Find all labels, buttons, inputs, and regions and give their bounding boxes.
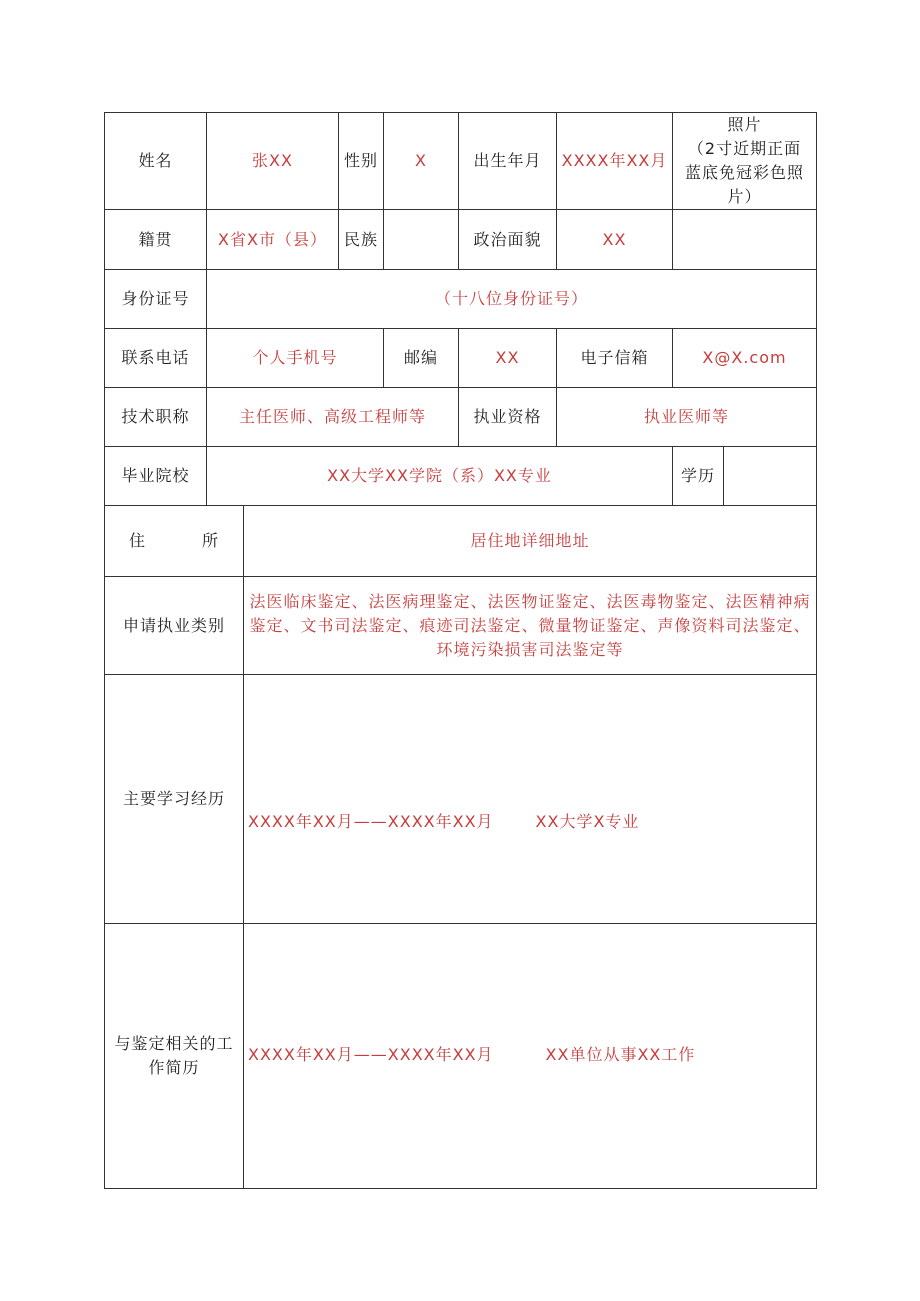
name-label: 姓名: [105, 113, 207, 210]
work-period: XXXX年XX月——XXXX年XX月: [248, 1044, 494, 1064]
work-value[interactable]: [244, 924, 817, 1189]
photo-line-3: 蓝底免冠彩色照: [685, 163, 805, 182]
school-value[interactable]: XX大学XX学院（系）XX专业: [207, 447, 673, 506]
education-period: XXXX年XX月——XXXX年XX月: [248, 811, 494, 831]
row-work: [105, 924, 817, 1189]
birth-label: 出生年月: [459, 113, 557, 210]
row-contact: [105, 329, 817, 388]
political-label: 政治面貌: [459, 210, 557, 270]
row-category: [105, 577, 817, 675]
row-school: [105, 447, 817, 506]
education-label: 主要学习经历: [105, 675, 244, 924]
origin-value[interactable]: X省X市（县）: [207, 210, 339, 270]
title-value[interactable]: 主任医师、高级工程师等: [207, 388, 459, 447]
email-value[interactable]: X@X.com: [673, 329, 817, 388]
application-form-table: [104, 112, 817, 1189]
photo-line-1: 照片: [727, 115, 762, 134]
row-title: [105, 388, 817, 447]
row-education: [105, 675, 817, 924]
title-label: 技术职称: [105, 388, 207, 447]
photo-placeholder[interactable]: [673, 113, 817, 210]
photo-line-2: （2寸近期正面: [687, 139, 802, 158]
work-desc: XX单位从事XX工作: [545, 1044, 696, 1064]
photo-line-4: 片）: [727, 187, 762, 206]
birth-value[interactable]: XXXX年XX月: [557, 113, 673, 210]
row-origin: [105, 210, 817, 270]
phone-label: 联系电话: [105, 329, 207, 388]
work-entry: [248, 1043, 812, 1067]
origin-label: 籍贯: [105, 210, 207, 270]
id-value[interactable]: （十八位身份证号）: [207, 270, 817, 329]
work-label: 与鉴定相关的工作简历: [105, 924, 244, 1189]
name-value[interactable]: 张XX: [207, 113, 339, 210]
education-desc: XX大学X专业: [535, 811, 640, 831]
degree-label: 学历: [673, 447, 724, 506]
category-label: 申请执业类别: [105, 577, 244, 675]
qualification-value[interactable]: 执业医师等: [557, 388, 817, 447]
education-entry: [248, 765, 812, 834]
row-id: [105, 270, 817, 329]
political-value[interactable]: XX: [557, 210, 673, 270]
email-label: 电子信箱: [557, 329, 673, 388]
ethnic-value[interactable]: [384, 210, 459, 270]
qualification-label: 执业资格: [459, 388, 557, 447]
zip-value[interactable]: XX: [459, 329, 557, 388]
address-label-char-1: 住: [129, 531, 147, 550]
school-label: 毕业院校: [105, 447, 207, 506]
education-value[interactable]: [244, 675, 817, 924]
row-basic-info: [105, 113, 817, 210]
phone-value[interactable]: 个人手机号: [207, 329, 384, 388]
id-label: 身份证号: [105, 270, 207, 329]
address-label-char-2: 所: [201, 531, 219, 550]
gender-value[interactable]: X: [384, 113, 459, 210]
photo-extension-cell: [673, 210, 817, 270]
ethnic-label: 民族: [339, 210, 384, 270]
category-value[interactable]: 法医临床鉴定、法医病理鉴定、法医物证鉴定、法医毒物鉴定、法医精神病鉴定、文书司法鉴定、痕迹司法鉴定、微量物证鉴定、声像资料司法鉴定、环境污染损害司法鉴定等: [244, 577, 817, 675]
degree-value[interactable]: [724, 447, 817, 506]
address-value[interactable]: 居住地详细地址: [244, 506, 817, 577]
zip-label: 邮编: [384, 329, 459, 388]
gender-label: 性别: [339, 113, 384, 210]
address-label: [105, 506, 244, 577]
row-address: [105, 506, 817, 577]
